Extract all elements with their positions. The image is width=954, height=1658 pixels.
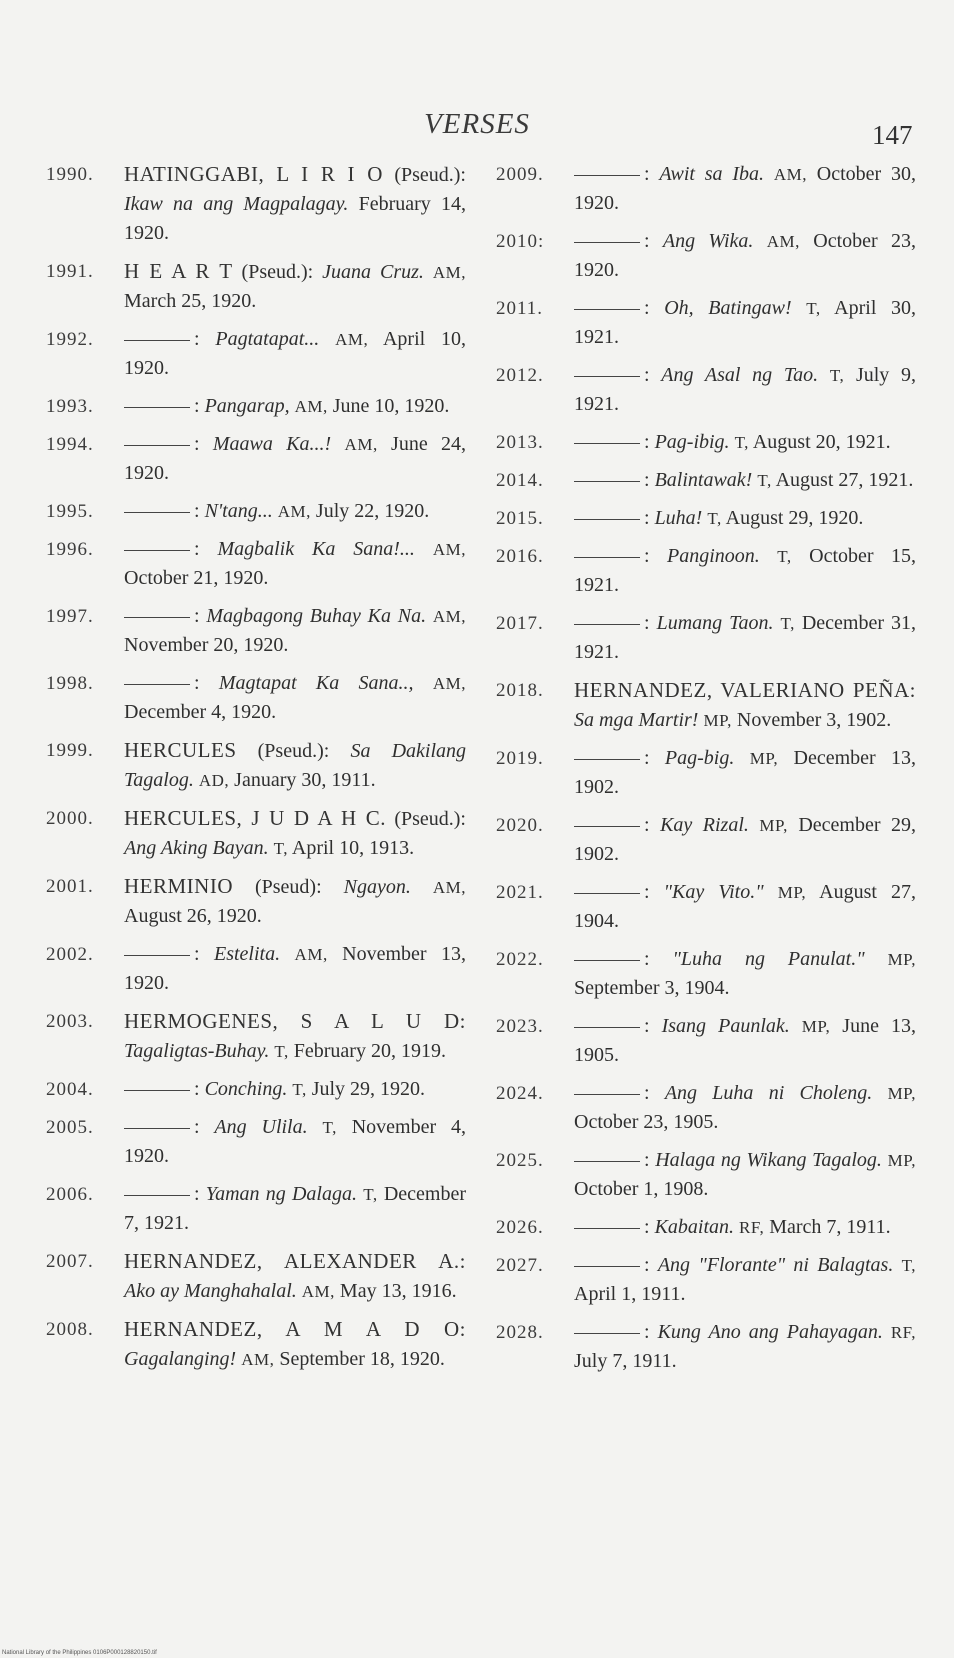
entry-title: Ang Ulila. xyxy=(214,1116,308,1138)
entry-source: AM, xyxy=(301,1282,335,1301)
bibliography-entry xyxy=(496,1079,916,1137)
bibliography-entry xyxy=(46,325,466,383)
entry-title: Ngayon. xyxy=(343,876,411,898)
entry-source: AM, xyxy=(432,878,466,897)
ditto-dash xyxy=(574,519,640,520)
entry-number: 1995. xyxy=(46,501,94,522)
entry-number: 1990. xyxy=(46,164,94,185)
entry-date: December 4, 1920. xyxy=(124,701,277,723)
entry-source: T, xyxy=(901,1256,916,1275)
entry-pseudonym: : xyxy=(644,1254,650,1276)
entry-title: Isang Paunlak. xyxy=(661,1015,790,1037)
entry-pseudonym: : xyxy=(194,328,200,350)
entry-pseudonym: : xyxy=(194,605,200,627)
entry-pseudonym: : xyxy=(644,747,650,769)
entry-source: AM, xyxy=(432,674,467,693)
entry-pseudonym: : xyxy=(644,545,650,567)
entry-pseudonym: : xyxy=(644,612,650,634)
entry-pseudonym: : xyxy=(194,500,200,522)
entry-number: 2015. xyxy=(496,508,544,529)
ditto-dash xyxy=(124,1090,190,1091)
entry-number: 2001. xyxy=(46,876,94,897)
entry-title: Ang Asal ng Tao. xyxy=(661,364,819,386)
entry-title: Yaman ng Dalaga. xyxy=(205,1183,357,1205)
entry-title: Pag-big. xyxy=(664,747,735,769)
entry-title: Pag-ibig. xyxy=(654,431,730,453)
entry-date: March 7, 1911. xyxy=(769,1216,891,1238)
entry-title: Pagtatapat... xyxy=(215,328,320,350)
ditto-dash xyxy=(574,376,640,377)
entry-number: 1997. xyxy=(46,606,94,627)
bibliography-entry xyxy=(496,542,916,600)
entry-number: 1999. xyxy=(46,740,94,761)
entry-title: Awit sa Iba. xyxy=(659,163,764,185)
entry-source: T, xyxy=(363,1185,378,1204)
entry-title: Ang Luha ni Choleng. xyxy=(664,1082,873,1104)
ditto-dash xyxy=(574,826,640,827)
entry-pseudonym: : xyxy=(644,1015,650,1037)
entry-date: February 14, 1920. xyxy=(124,193,466,244)
entry-author: HERNANDEZ, VALERIANO PEÑA: xyxy=(574,678,916,702)
bibliography-entry xyxy=(496,294,916,352)
ditto-dash xyxy=(574,242,640,243)
entry-author: HERCULES, J U D A H C. xyxy=(124,806,386,830)
entry-number: 2024. xyxy=(496,1083,544,1104)
entry-source: AM, xyxy=(277,502,311,521)
entry-date: April 30, 1921. xyxy=(574,297,917,348)
entry-source: AM, xyxy=(294,397,328,416)
entry-pseudonym: : xyxy=(194,672,200,694)
entry-pseudonym: : xyxy=(644,364,650,386)
ditto-dash xyxy=(574,481,640,482)
bibliography-entry xyxy=(46,1180,466,1238)
entry-number: 2025. xyxy=(496,1150,544,1171)
entry-pseudonym: : xyxy=(644,469,650,491)
entry-pseudonym: : xyxy=(194,395,200,417)
entry-date: December 31, 1921. xyxy=(574,612,917,663)
entry-pseudonym: : xyxy=(644,1149,650,1171)
ditto-dash xyxy=(574,1161,640,1162)
entry-source: T, xyxy=(734,433,749,452)
entry-source: MP, xyxy=(887,950,916,969)
entry-pseudonym: : xyxy=(194,433,200,455)
bibliography-entry xyxy=(496,361,916,419)
ditto-dash xyxy=(574,309,640,310)
entry-pseudonym: : xyxy=(644,948,650,970)
entry-date: December 29, 1902. xyxy=(574,814,916,865)
entry-number: 2018. xyxy=(496,680,544,701)
entry-pseudonym: : xyxy=(644,1321,650,1343)
entry-title: Oh, Batingaw! xyxy=(664,297,792,319)
entry-pseudonym: : xyxy=(194,1116,200,1138)
entry-number: 2006. xyxy=(46,1184,94,1205)
entry-source: AM, xyxy=(344,435,378,454)
entry-title: N'tang... xyxy=(204,500,273,522)
entry-number: 2009. xyxy=(496,164,544,185)
running-title: VERSES xyxy=(424,108,530,140)
bibliography-entry xyxy=(46,1315,466,1374)
scan-credit: National Library of the Philippines 0106P000128820150.tif xyxy=(2,1650,157,1656)
entry-pseudonym: : xyxy=(194,1078,200,1100)
entry-number: 2004. xyxy=(46,1079,94,1100)
entry-title: Kabaitan. xyxy=(654,1216,735,1238)
entry-pseudonym: : xyxy=(644,881,650,903)
bibliography-entry xyxy=(46,1113,466,1171)
bibliography-entry xyxy=(46,497,466,526)
entry-date: June 13, 1905. xyxy=(574,1015,916,1066)
entry-date: July 22, 1920. xyxy=(315,500,430,522)
entry-date: June 10, 1920. xyxy=(332,395,450,417)
entry-author: HERNANDEZ, ALEXANDER A.: xyxy=(124,1249,466,1273)
ditto-dash xyxy=(124,340,190,341)
entry-date: August 27, 1921. xyxy=(775,469,914,491)
ditto-dash xyxy=(574,1094,640,1095)
entry-title: Ang Wika. xyxy=(662,230,754,252)
entry-pseudonym: (Pseud.): xyxy=(394,808,466,830)
entry-pseudonym: (Pseud.): xyxy=(394,164,466,186)
ditto-dash xyxy=(124,407,190,408)
entry-number: 2013. xyxy=(496,432,544,453)
entry-date: April 10, 1920. xyxy=(124,328,467,379)
ditto-dash xyxy=(574,1266,640,1267)
bibliography-entry xyxy=(496,1146,916,1204)
bibliography-entry xyxy=(46,1075,466,1104)
entry-pseudonym: (Pseud.): xyxy=(257,740,330,762)
entry-pseudonym: : xyxy=(644,230,650,252)
entry-title: "Luha ng Panulat." xyxy=(672,948,865,970)
ditto-dash xyxy=(124,684,190,685)
entry-date: January 30, 1911. xyxy=(234,769,376,791)
ditto-dash xyxy=(574,1333,640,1334)
entry-title: Kung Ano ang Pahayagan. xyxy=(657,1321,883,1343)
entry-date: April 1, 1911. xyxy=(574,1283,686,1305)
entry-number: 1998. xyxy=(46,673,94,694)
ditto-dash xyxy=(124,1195,190,1196)
bibliography-entry xyxy=(46,392,466,421)
entry-title: Juana Cruz. xyxy=(322,261,424,283)
entry-number: 2020. xyxy=(496,815,544,836)
left-column xyxy=(46,160,466,1383)
ditto-dash xyxy=(574,175,640,176)
entry-number: 2022. xyxy=(496,949,544,970)
page-number: 147 xyxy=(872,120,913,150)
entry-source: AM, xyxy=(432,263,467,282)
entry-date: February 20, 1919. xyxy=(293,1040,446,1062)
entry-number: 2012. xyxy=(496,365,544,386)
entry-date: October 23, 1905. xyxy=(574,1111,719,1133)
ditto-dash xyxy=(124,617,190,618)
entry-title: Estelita. xyxy=(214,943,281,965)
ditto-dash xyxy=(124,550,190,551)
entry-number: 2000. xyxy=(46,808,94,829)
entry-author: HERMINIO xyxy=(124,874,233,898)
entry-date: November 20, 1920. xyxy=(124,634,289,656)
entry-number: 2011. xyxy=(496,298,544,319)
entry-title: Ikaw na ang Magpalagay. xyxy=(124,193,349,215)
bibliography-entry xyxy=(496,878,916,936)
ditto-dash xyxy=(124,445,190,446)
entry-number: 2007. xyxy=(46,1251,94,1272)
bibliography-entry xyxy=(496,227,916,285)
entry-date: July 7, 1911. xyxy=(574,1350,677,1372)
entry-title: Conching. xyxy=(204,1078,288,1100)
entry-source: AM, xyxy=(241,1350,275,1369)
entry-title: Ang "Florante" ni Balagtas. xyxy=(657,1254,894,1276)
entry-number: 2003. xyxy=(46,1011,94,1032)
entry-title: "Kay Vito." xyxy=(663,881,764,903)
entry-date: September 18, 1920. xyxy=(279,1348,445,1370)
entry-date: August 27, 1904. xyxy=(574,881,916,932)
entry-source: AM, xyxy=(294,945,328,964)
entry-pseudonym: : xyxy=(194,1183,200,1205)
bibliography-entry xyxy=(46,736,466,795)
ditto-dash xyxy=(574,443,640,444)
bibliography-entry xyxy=(496,428,916,457)
bibliography-entry xyxy=(46,535,466,593)
ditto-dash xyxy=(574,759,640,760)
entry-number: 2023. xyxy=(496,1016,544,1037)
entry-title: Pangarap, xyxy=(204,395,290,417)
entry-number: 2014. xyxy=(496,470,544,491)
entry-source: AM, xyxy=(432,540,466,559)
entry-number: 2028. xyxy=(496,1322,544,1343)
bibliography-entry xyxy=(496,466,916,495)
entry-number: 2017. xyxy=(496,613,544,634)
bibliography-entry xyxy=(46,940,466,998)
bibliography-entry xyxy=(496,1012,916,1070)
entry-title: Ang Aking Bayan. xyxy=(124,837,269,859)
entry-title: Sa Dakilang Tagalog. xyxy=(124,740,466,791)
entry-number: 2026. xyxy=(496,1217,544,1238)
entry-date: September 3, 1904. xyxy=(574,977,730,999)
entry-source: RF, xyxy=(890,1323,917,1342)
entry-title: Magbagong Buhay Ka Na. xyxy=(206,605,427,627)
entry-pseudonym: : xyxy=(644,431,650,453)
entry-number: 1994. xyxy=(46,434,94,455)
bibliography-entry xyxy=(496,504,916,533)
bibliography-entry xyxy=(496,1251,916,1309)
entry-date: December 7, 1921. xyxy=(124,1183,467,1234)
entry-pseudonym: : xyxy=(644,507,650,529)
bibliography-entry xyxy=(496,744,916,802)
entry-date: November 4, 1920. xyxy=(124,1116,466,1167)
ditto-dash xyxy=(574,1228,640,1229)
entry-title: Magtapat Ka Sana.., xyxy=(218,672,414,694)
bibliography-entry xyxy=(46,430,466,488)
ditto-dash xyxy=(574,960,640,961)
entry-date: August 29, 1920. xyxy=(725,507,864,529)
entry-title: Ako ay Manghahalal. xyxy=(124,1280,297,1302)
entry-source: AM, xyxy=(335,330,369,349)
entry-date: March 25, 1920. xyxy=(124,290,257,312)
entry-source: AM, xyxy=(432,607,467,626)
bibliography-entry xyxy=(496,1213,916,1242)
entry-date: October 1, 1908. xyxy=(574,1178,709,1200)
ditto-dash xyxy=(574,557,640,558)
entry-number: 2021. xyxy=(496,882,544,903)
entry-title: Magbalik Ka Sana!... xyxy=(217,538,415,560)
bibliography-entry xyxy=(496,811,916,869)
entry-date: August 26, 1920. xyxy=(124,905,262,927)
entry-number: 2008. xyxy=(46,1319,94,1340)
ditto-dash xyxy=(574,893,640,894)
entry-pseudonym: (Pseud.): xyxy=(241,261,314,283)
entry-date: November 13, 1920. xyxy=(124,943,466,994)
entry-date: May 13, 1916. xyxy=(339,1280,457,1302)
entry-source: AD, xyxy=(198,771,230,790)
entry-number: 1992. xyxy=(46,329,94,350)
entry-number: 1996. xyxy=(46,539,94,560)
entry-pseudonym: : xyxy=(194,943,200,965)
bibliography-entry xyxy=(496,1318,916,1376)
entry-pseudonym: : xyxy=(644,1082,650,1104)
ditto-dash xyxy=(124,1128,190,1129)
bibliography-entry xyxy=(46,804,466,863)
entry-date: October 21, 1920. xyxy=(124,567,269,589)
entry-source: T, xyxy=(780,614,795,633)
bibliography-entry xyxy=(496,945,916,1003)
entry-source: MP, xyxy=(703,711,732,730)
ditto-dash xyxy=(124,955,190,956)
entry-number: 2016. xyxy=(496,546,544,567)
entry-title: Maawa Ka...! xyxy=(212,433,332,455)
entry-title: Panginoon. xyxy=(667,545,760,567)
entry-source: MP, xyxy=(887,1084,916,1103)
entry-date: June 24, 1920. xyxy=(124,433,467,484)
entry-source: MP, xyxy=(759,816,788,835)
entry-date: October 23, 1920. xyxy=(574,230,916,281)
entry-number: 2002. xyxy=(46,944,94,965)
entry-date: November 3, 1902. xyxy=(736,709,892,731)
entry-source: T, xyxy=(829,366,845,385)
entry-title: Balintawak! xyxy=(654,469,753,491)
bibliography-entry xyxy=(46,872,466,931)
entry-author: H E A R T xyxy=(124,259,233,283)
entry-title: Gagalanging! xyxy=(124,1348,237,1370)
ditto-dash xyxy=(124,512,190,513)
entry-source: T, xyxy=(707,509,722,528)
entry-source: RF, xyxy=(739,1218,765,1237)
entry-number: 2027. xyxy=(496,1255,544,1276)
bibliography-entry xyxy=(46,257,466,316)
entry-source: T, xyxy=(757,471,772,490)
entry-number: 2019. xyxy=(496,748,544,769)
entry-author: HERMOGENES, S A L U D: xyxy=(124,1009,466,1033)
entry-source: T, xyxy=(292,1080,307,1099)
entry-title: Kay Rizal. xyxy=(660,814,749,836)
entry-source: AM, xyxy=(766,232,800,251)
entry-source: T, xyxy=(777,547,792,566)
bibliography-entry xyxy=(496,160,916,218)
entry-pseudonym: : xyxy=(194,538,200,560)
entry-source: MP, xyxy=(777,883,807,902)
entry-title: Sa mga Martir! xyxy=(574,709,699,731)
entry-source: T, xyxy=(322,1118,337,1137)
entry-source: AM, xyxy=(773,165,807,184)
entry-source: T, xyxy=(806,299,821,318)
entry-date: July 29, 1920. xyxy=(311,1078,426,1100)
entry-title: Lumang Taon. xyxy=(656,612,774,634)
entry-title: Tagaligtas-Buhay. xyxy=(124,1040,270,1062)
entry-pseudonym: : xyxy=(644,163,650,185)
entry-author: HERNANDEZ, A M A D O: xyxy=(124,1317,466,1341)
entry-number: 2010: xyxy=(496,231,545,252)
entry-number: 1991. xyxy=(46,261,94,282)
entry-pseudonym: (Pseud): xyxy=(254,876,322,898)
entry-date: October 15, 1921. xyxy=(574,545,917,596)
entry-number: 2005. xyxy=(46,1117,94,1138)
ditto-dash xyxy=(574,1027,640,1028)
entry-source: MP, xyxy=(749,749,779,768)
bibliography-entry xyxy=(496,609,916,667)
entry-date: July 9, 1921. xyxy=(574,364,917,415)
entry-source: MP, xyxy=(801,1017,831,1036)
entry-date: April 10, 1913. xyxy=(291,837,415,859)
bibliography-entry xyxy=(496,676,916,735)
entry-number: 1993. xyxy=(46,396,94,417)
ditto-dash xyxy=(574,624,640,625)
entry-pseudonym: : xyxy=(644,814,650,836)
bibliography-entry xyxy=(46,669,466,727)
entry-author: HERCULES xyxy=(124,738,237,762)
entry-date: December 13, 1902. xyxy=(574,747,917,798)
entry-date: August 20, 1921. xyxy=(752,431,891,453)
right-column xyxy=(496,160,916,1385)
entry-date: October 30, 1920. xyxy=(574,163,917,214)
entry-title: Halaga ng Wikang Tagalog. xyxy=(655,1149,882,1171)
entry-author: HATINGGABI, L I R I O xyxy=(124,162,383,186)
entry-pseudonym: : xyxy=(644,297,650,319)
bibliography-entry xyxy=(46,160,466,248)
entry-pseudonym: : xyxy=(644,1216,650,1238)
entry-title: Luha! xyxy=(654,507,703,529)
bibliography-entry xyxy=(46,602,466,660)
entry-source: T, xyxy=(273,839,288,858)
bibliography-entry xyxy=(46,1247,466,1306)
entry-source: MP, xyxy=(887,1151,917,1170)
bibliography-entry xyxy=(46,1007,466,1066)
entry-source: T, xyxy=(274,1042,289,1061)
